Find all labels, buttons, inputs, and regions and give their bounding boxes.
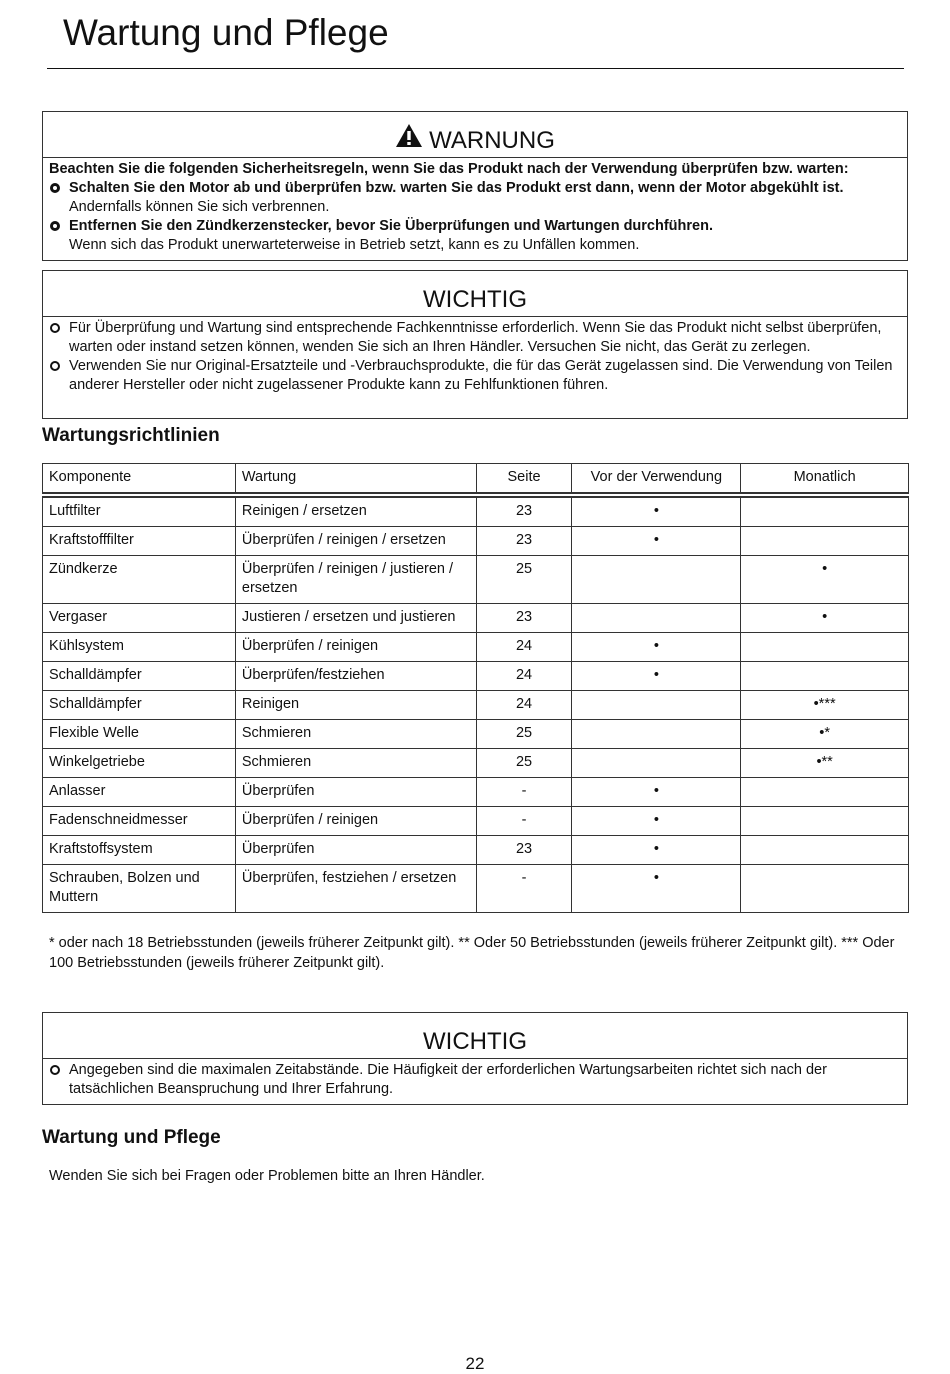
warning-heading <box>43 112 907 158</box>
table-cell <box>741 527 909 556</box>
warning-item <box>49 179 899 217</box>
warning-item <box>49 217 899 255</box>
table-cell: 23 <box>476 527 572 556</box>
circle-bullet-icon <box>50 221 60 231</box>
table-cell: - <box>476 865 572 913</box>
table-cell: Kraftstofffilter <box>43 527 236 556</box>
table-row <box>43 865 909 913</box>
table-row <box>43 662 909 691</box>
table-cell: Winkelgetriebe <box>43 749 236 778</box>
page-title: Wartung und Pflege <box>63 12 389 53</box>
table-cell: 25 <box>476 556 572 604</box>
table-cell: Schalldämpfer <box>43 662 236 691</box>
important-item-text: Für Überprüfung und Wartung sind entsprechende Fachkenntnisse erforderlich. Wenn Sie das Produkt nicht selbst überprüfen, warten oder instand setzen können, wenden Sie sich an Ihren Händler. Versuchen Sie nicht, das Gerät zu zerlegen. <box>69 320 882 355</box>
warning-box <box>42 111 908 261</box>
table-cell: 23 <box>476 604 572 633</box>
table-cell: Überprüfen <box>235 778 476 807</box>
table-cell: Überprüfen <box>235 836 476 865</box>
warning-body <box>43 158 907 255</box>
table-cell: • <box>572 778 741 807</box>
warning-item-text: Wenn sich das Produkt unerwarteterweise in Betrieb setzt, kann es zu Unfällen kommen. <box>69 237 640 253</box>
footnote: * oder nach 18 Betriebsstunden (jeweils früherer Zeitpunkt gilt). ** Oder 50 Betriebsstunden (jeweils früherer Zeitpunkt gilt). *** Oder 100 Betriebsstunden (jeweils früherer Zeitpunkt gilt). <box>49 935 895 971</box>
table-cell <box>572 604 741 633</box>
table-row <box>43 720 909 749</box>
table-row <box>43 691 909 720</box>
maintenance-table <box>42 463 909 913</box>
table-cell: - <box>476 807 572 836</box>
table-cell: Schalldämpfer <box>43 691 236 720</box>
table-cell: Schmieren <box>235 720 476 749</box>
column-header: Monatlich <box>741 464 909 496</box>
table-row <box>43 778 909 807</box>
column-header: Vor der Verwendung <box>572 464 741 496</box>
important-box <box>42 1012 908 1105</box>
table-cell: Überprüfen, festziehen / ersetzen <box>235 865 476 913</box>
table-cell: Anlasser <box>43 778 236 807</box>
page-number: 22 <box>465 1354 485 1373</box>
table-cell: •*** <box>741 691 909 720</box>
circle-bullet-icon <box>50 323 60 333</box>
guidelines-heading: Wartungsrichtlinien <box>42 425 220 446</box>
table-cell: Zündkerze <box>43 556 236 604</box>
table-cell: • <box>572 865 741 913</box>
table-cell <box>741 836 909 865</box>
table-cell: • <box>572 836 741 865</box>
table-cell: 24 <box>476 691 572 720</box>
table-cell: • <box>572 633 741 662</box>
table-cell <box>572 749 741 778</box>
table-cell <box>741 633 909 662</box>
important-item-text: Verwenden Sie nur Original-Ersatzteile und -Verbrauchsprodukte, die für das Gerät zugelassen sind. Die Verwendung von Teilen anderer Hersteller oder nicht zugelassener Produkte kann zu Fehlfunktionen führen. <box>69 358 893 393</box>
column-header: Wartung <box>235 464 476 496</box>
title-divider <box>47 68 904 69</box>
table-cell <box>572 720 741 749</box>
important-item <box>49 357 899 395</box>
table-row <box>43 495 909 527</box>
table-cell: Überprüfen / reinigen / justieren / ersetzen <box>235 556 476 604</box>
care-text: Wenden Sie sich bei Fragen oder Problemen bitte an Ihren Händler. <box>49 1168 485 1184</box>
table-row <box>43 749 909 778</box>
table-cell: Luftfilter <box>43 495 236 527</box>
table-cell: •* <box>741 720 909 749</box>
table-cell: Überprüfen / reinigen <box>235 633 476 662</box>
important-body <box>43 317 907 395</box>
important-body <box>43 1059 907 1099</box>
important-heading-text: WICHTIG <box>423 1028 527 1055</box>
table-cell: Reinigen <box>235 691 476 720</box>
warning-intro: Beachten Sie die folgenden Sicherheitsregeln, wenn Sie das Produkt nach der Verwendung überprüfen bzw. warten: <box>49 161 849 177</box>
table-row <box>43 836 909 865</box>
table-cell: 25 <box>476 720 572 749</box>
column-header: Seite <box>476 464 572 496</box>
warning-triangle-icon <box>395 123 423 155</box>
table-row <box>43 527 909 556</box>
table-cell: Kühlsystem <box>43 633 236 662</box>
table-cell <box>741 778 909 807</box>
table-cell: Reinigen / ersetzen <box>235 495 476 527</box>
table-row <box>43 633 909 662</box>
table-cell: • <box>572 495 741 527</box>
important-heading <box>43 1013 907 1059</box>
warning-item-bold: Schalten Sie den Motor ab und überprüfen bzw. warten Sie das Produkt erst dann, wenn der Motor abgekühlt ist. <box>69 180 844 196</box>
table-row <box>43 556 909 604</box>
table-cell <box>741 662 909 691</box>
table-cell: • <box>741 604 909 633</box>
table-cell: Fadenschneidmesser <box>43 807 236 836</box>
warning-heading-text: WARNUNG <box>429 127 555 154</box>
table-cell: 24 <box>476 633 572 662</box>
table-cell: 25 <box>476 749 572 778</box>
table-header-row <box>43 464 909 496</box>
table-cell: Justieren / ersetzen und justieren <box>235 604 476 633</box>
circle-bullet-icon <box>50 183 60 193</box>
table-cell <box>741 865 909 913</box>
table-cell: Überprüfen / reinigen / ersetzen <box>235 527 476 556</box>
table-row <box>43 807 909 836</box>
table-cell: • <box>572 527 741 556</box>
table-cell: Überprüfen / reinigen <box>235 807 476 836</box>
table-cell: Vergaser <box>43 604 236 633</box>
care-heading: Wartung und Pflege <box>42 1127 221 1148</box>
circle-bullet-icon <box>50 361 60 371</box>
table-cell: • <box>572 662 741 691</box>
table-cell: • <box>572 807 741 836</box>
table-cell: 23 <box>476 495 572 527</box>
column-header: Komponente <box>43 464 236 496</box>
circle-bullet-icon <box>50 1065 60 1075</box>
table-row <box>43 604 909 633</box>
table-cell: 24 <box>476 662 572 691</box>
table-cell: •** <box>741 749 909 778</box>
important-heading <box>43 271 907 317</box>
warning-item-text: Andernfalls können Sie sich verbrennen. <box>69 199 330 215</box>
table-cell: Kraftstoffsystem <box>43 836 236 865</box>
important-item <box>49 1061 899 1099</box>
table-cell: Schmieren <box>235 749 476 778</box>
important-item <box>49 319 899 357</box>
table-cell: 23 <box>476 836 572 865</box>
table-cell: Flexible Welle <box>43 720 236 749</box>
table-cell: • <box>741 556 909 604</box>
warning-item-bold: Entfernen Sie den Zündkerzenstecker, bevor Sie Überprüfungen und Wartungen durchführen. <box>69 218 713 234</box>
table-cell <box>572 556 741 604</box>
important-item-text: Angegeben sind die maximalen Zeitabstände. Die Häufigkeit der erforderlichen Wartungsarbeiten richtet sich nach der tatsächlichen Beanspruchung und Ihrer Erfahrung. <box>69 1062 827 1097</box>
important-heading-text: WICHTIG <box>423 286 527 313</box>
table-cell <box>741 495 909 527</box>
table-cell: - <box>476 778 572 807</box>
table-cell: Schrauben, Bolzen und Muttern <box>43 865 236 913</box>
table-cell: Überprüfen/festziehen <box>235 662 476 691</box>
table-cell <box>741 807 909 836</box>
table-cell <box>572 691 741 720</box>
important-box <box>42 270 908 419</box>
